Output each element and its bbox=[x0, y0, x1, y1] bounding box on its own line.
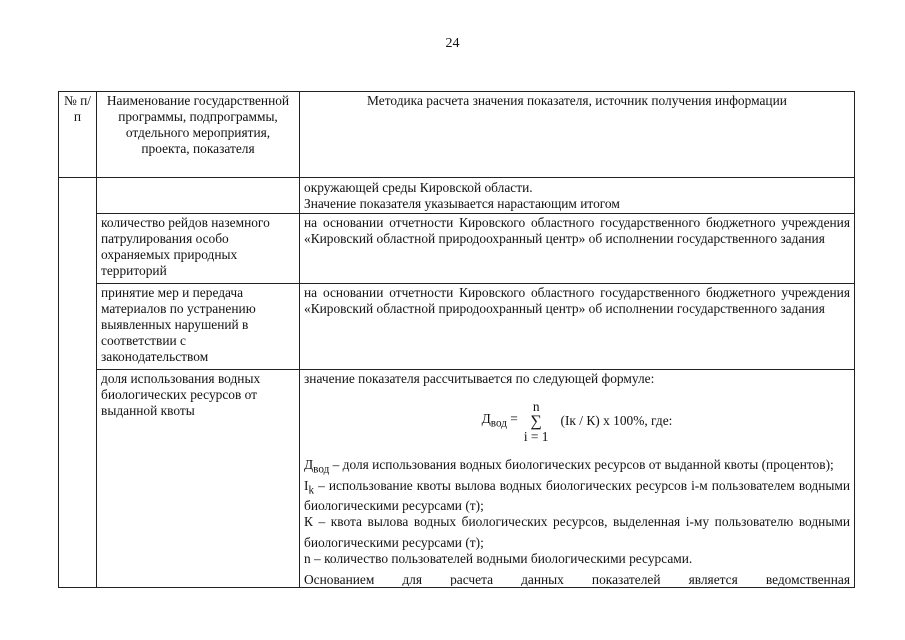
formula bbox=[304, 393, 850, 449]
row-method-cell: на основании отчетности Кировского областного государственного бюджетного учреждения «Кировский областной природоохранный центр» об исполнении государственного задания bbox=[300, 284, 855, 370]
table-row bbox=[59, 214, 855, 284]
row-method-cell: на основании отчетности Кировского областного государственного бюджетного учреждения «Кировский областной природоохранный центр» об исполнении государственного задания bbox=[300, 214, 855, 284]
indicator-methodology-table bbox=[58, 91, 855, 588]
definition: $I_k$ – использование квоты вылова водных биологических ресурсов i-м пользователем водными биологическими ресурсами (т); bbox=[304, 477, 850, 514]
definition: К – квота вылова водных биологических ресурсов, выделенная i-му пользователю водными биологическими ресурсами (т); bbox=[304, 514, 850, 551]
page-number: 24 bbox=[445, 36, 460, 51]
sum-upper-limit: n bbox=[532, 398, 540, 414]
sigma-icon: ∑ bbox=[530, 412, 542, 430]
table-row bbox=[59, 284, 855, 370]
header-method: Методика расчета значения показателя, источник получения информации bbox=[300, 92, 855, 178]
row-number-cell bbox=[59, 178, 97, 588]
row-name-cell: доля использования водных биологических ресурсов от выданной квоты bbox=[97, 370, 300, 588]
formula-body: (Iк / К) x 100%, где: bbox=[560, 413, 673, 428]
table-row bbox=[59, 370, 855, 588]
table-header-row bbox=[59, 92, 855, 178]
table-row bbox=[59, 178, 855, 214]
summation bbox=[524, 399, 549, 444]
method-line: Значение показателя указывается нарастающим итогом bbox=[304, 196, 620, 211]
header-number: № п/п bbox=[59, 92, 97, 178]
row-name-cell: количество рейдов наземного патрулирования особо охраняемых природных территорий bbox=[97, 214, 300, 284]
row-method-cell bbox=[300, 370, 855, 588]
header-name: Наименование государственной программы, подпрограммы, отдельного мероприятия, проекта, показателя bbox=[97, 92, 300, 178]
method-line: окружающей среды Кировской области. bbox=[304, 180, 533, 195]
definition: n – количество пользователей водными биологическими ресурсами. bbox=[304, 551, 693, 567]
formula-lhs: $Д_{вод}$ = bbox=[481, 410, 518, 430]
row-name-cell: принятие мер и передача материалов по устранению выявленных нарушений в соответствии с законодательством bbox=[97, 284, 300, 370]
trailing-text: Основанием для расчета данных показателей является ведомственная bbox=[304, 571, 850, 586]
row-method-cell bbox=[300, 178, 855, 214]
formula-intro: значение показателя рассчитывается по следующей формуле: bbox=[304, 371, 655, 386]
row-name-cell bbox=[97, 178, 300, 214]
definition: $Д_{вод}$ – доля использования водных биологических ресурсов от выданной квоты (процентов); bbox=[304, 457, 834, 476]
sum-lower-limit: i = 1 bbox=[523, 428, 549, 444]
